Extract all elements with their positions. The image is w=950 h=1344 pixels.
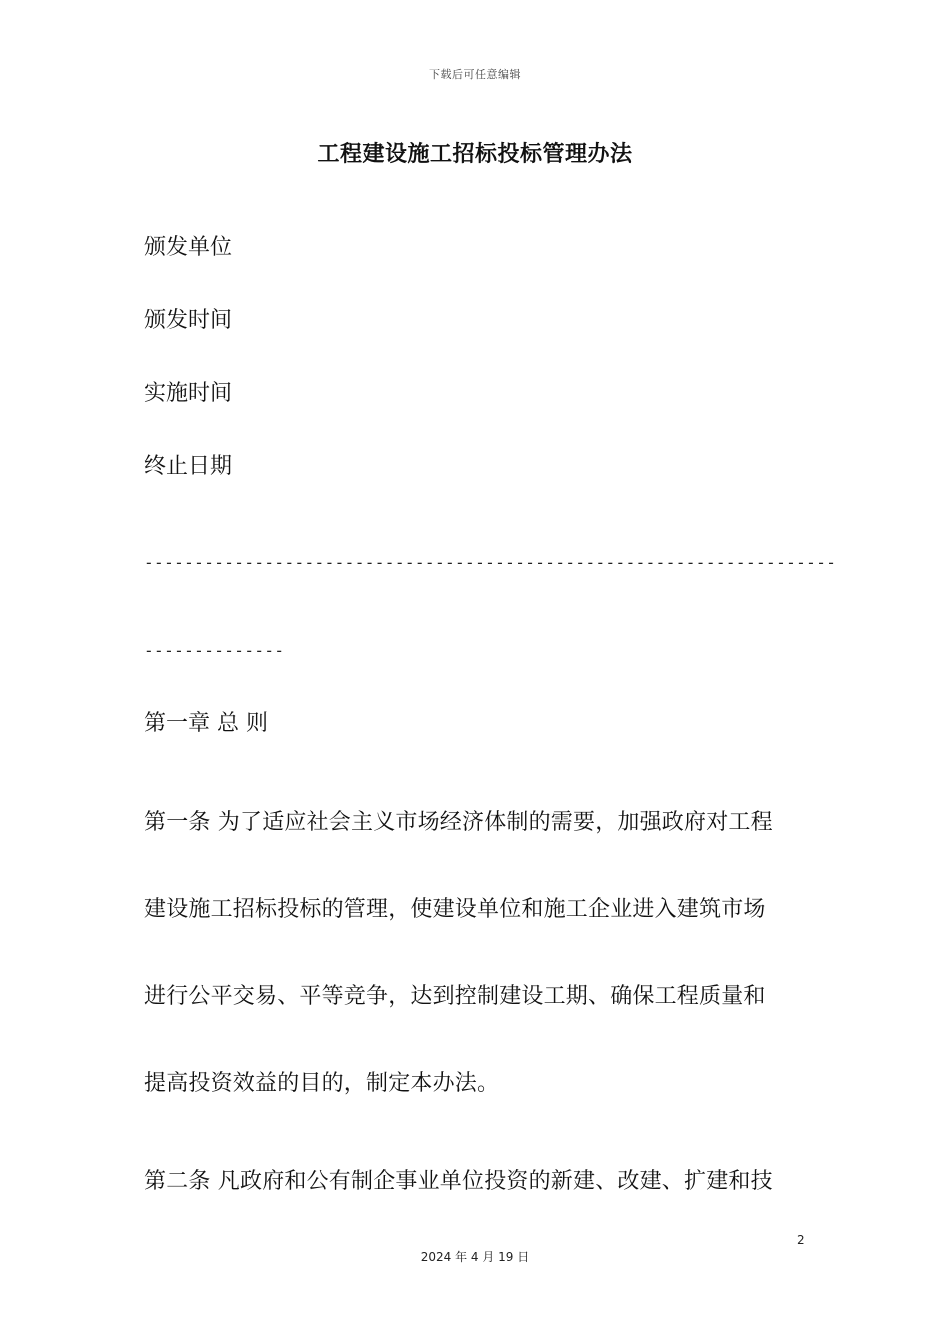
article-1-line: 建设施工招标投标的管理，使建设单位和施工企业进入建筑市场 bbox=[144, 897, 766, 922]
field-issue-date: 颁发时间 bbox=[144, 308, 233, 333]
header-note: 下载后可任意编辑 bbox=[429, 68, 521, 81]
separator-line-continued: -------------- bbox=[144, 641, 285, 660]
page-number: 2 bbox=[797, 1233, 805, 1247]
field-issuing-unit: 颁发单位 bbox=[144, 235, 233, 260]
footer-date: 2024 年 4 月 19 日 bbox=[420, 1250, 530, 1264]
separator-line: --------------------------------------------------------------------- bbox=[144, 553, 837, 572]
article-1-line: 第一条 为了适应社会主义市场经济体制的需要，加强政府对工程 bbox=[144, 810, 773, 835]
article-2-line: 第二条 凡政府和公有制企事业单位投资的新建、改建、扩建和技 bbox=[144, 1169, 773, 1194]
field-effective-date: 实施时间 bbox=[144, 381, 233, 406]
document-title: 工程建设施工招标投标管理办法 bbox=[317, 142, 633, 167]
article-1-line: 进行公平交易、平等竞争，达到控制建设工期、确保工程质量和 bbox=[144, 984, 766, 1009]
chapter-heading: 第一章 总 则 bbox=[144, 711, 268, 736]
article-1-line: 提高投资效益的目的，制定本办法。 bbox=[144, 1071, 500, 1096]
field-termination-date: 终止日期 bbox=[144, 454, 233, 479]
